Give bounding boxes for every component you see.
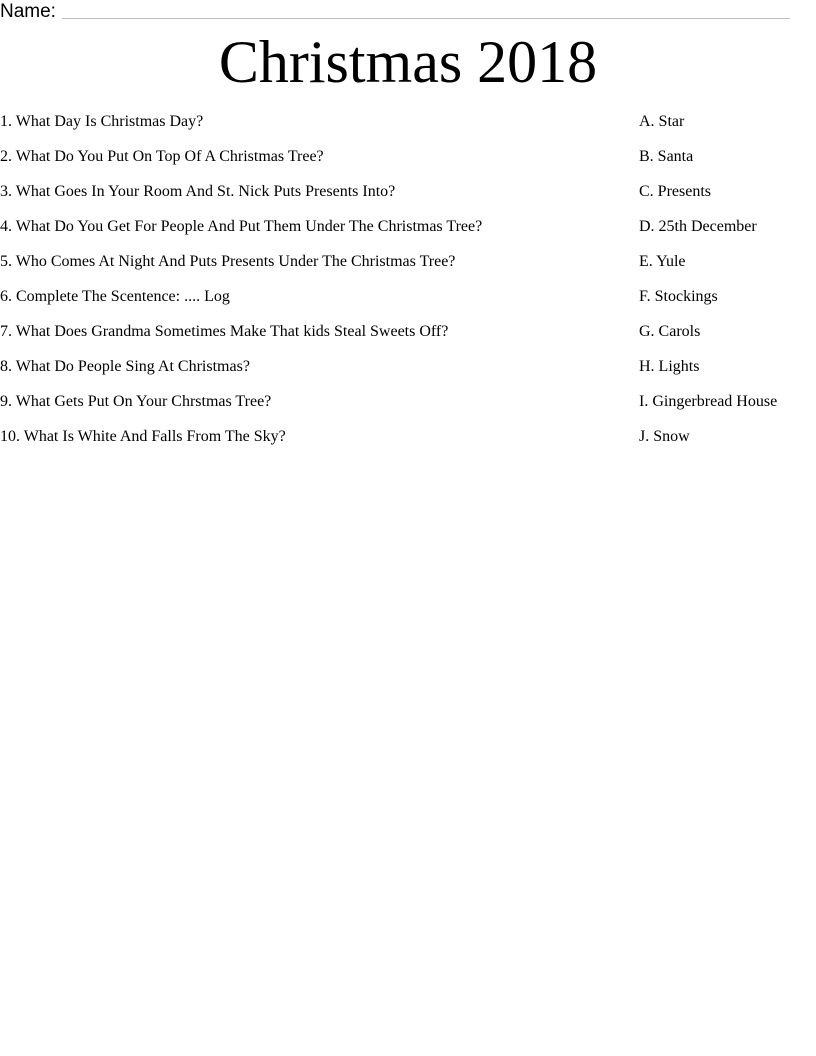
answer-item: F. Stockings: [639, 288, 718, 305]
answer-item: B. Santa: [639, 148, 694, 165]
name-row: [0, 0, 790, 22]
question-item: 9. What Gets Put On Your Chrstmas Tree?: [0, 393, 272, 410]
answer-item: J. Snow: [639, 428, 690, 445]
name-label: Name:: [0, 1, 56, 22]
question-item: 8. What Do People Sing At Christmas?: [0, 358, 250, 375]
answer-item: C. Presents: [639, 183, 711, 200]
question-list: [0, 110, 630, 460]
question-item: 6. Complete The Scentence: .... Log: [0, 288, 230, 305]
question-item: 10. What Is White And Falls From The Sky?: [0, 428, 286, 445]
name-blank-line: [62, 17, 790, 19]
question-item: 5. Who Comes At Night And Puts Presents Under The Christmas Tree?: [0, 253, 456, 270]
page-title: Christmas 2018: [218, 29, 598, 95]
question-item: 3. What Goes In Your Room And St. Nick Puts Presents Into?: [0, 183, 396, 200]
answer-item: G. Carols: [639, 323, 701, 340]
question-item: 2. What Do You Put On Top Of A Christmas Tree?: [0, 148, 324, 165]
answer-list: [639, 110, 814, 460]
answer-item: D. 25th December: [639, 218, 757, 235]
answer-item: I. Gingerbread House: [639, 393, 778, 410]
question-item: 1. What Day Is Christmas Day?: [0, 113, 204, 130]
answer-item: A. Star: [639, 113, 685, 130]
answer-item: E. Yule: [639, 253, 686, 270]
question-item: 4. What Do You Get For People And Put Them Under The Christmas Tree?: [0, 218, 483, 235]
question-item: 7. What Does Grandma Sometimes Make That kids Steal Sweets Off?: [0, 323, 449, 340]
answer-item: H. Lights: [639, 358, 700, 375]
